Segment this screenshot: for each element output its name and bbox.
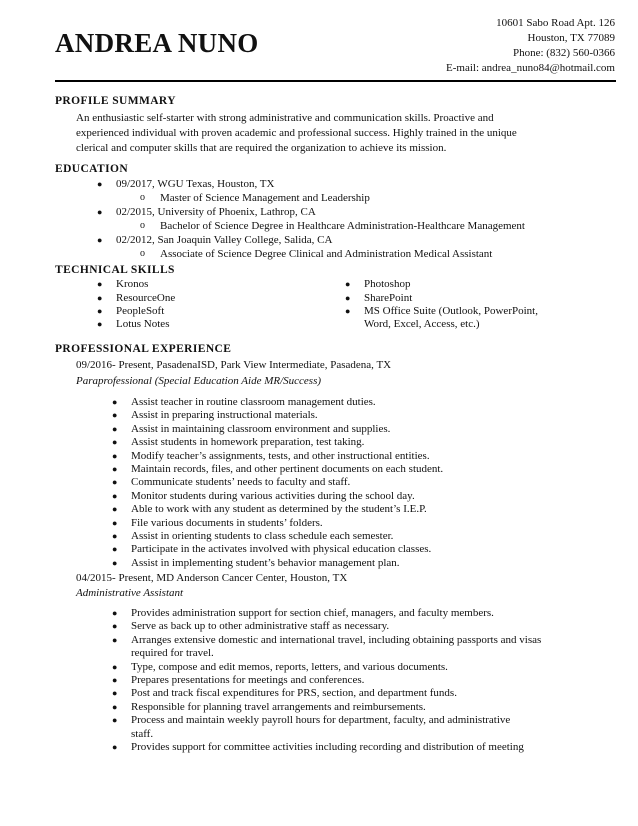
duty-item: ● Assist students in homework preparation, test taking. — [112, 436, 365, 449]
bullet-icon: ● — [112, 634, 118, 645]
duty-item: ● Post and track fiscal expenditures for PRS, section, and department funds. — [112, 687, 457, 700]
duty-item: ● Assist in implementing student’s behavior management plan. — [112, 556, 400, 569]
circle-bullet-icon: o — [140, 248, 145, 259]
duty-item: ● Assist in preparing instructional materials. — [112, 409, 318, 422]
duty-item: ● Communicate students’ needs to faculty and staff. — [112, 476, 351, 489]
bullet-icon: ● — [112, 557, 118, 568]
skill-item: ● Photoshop — [345, 278, 411, 290]
bullet-icon: ● — [112, 437, 118, 448]
bullet-icon: ● — [97, 306, 103, 316]
duty-item: ● Assist in maintaining classroom environment and supplies. — [112, 422, 391, 435]
education-heading: EDUCATION — [55, 163, 129, 175]
circle-bullet-icon: o — [140, 220, 145, 231]
duty-item: ● Prepares presentations for meetings and conferences. — [112, 674, 365, 686]
skill-item: ● Lotus Notes — [97, 318, 170, 330]
skill-item: ● SharePoint — [345, 292, 413, 304]
bullet-icon: ● — [97, 179, 103, 189]
job-title: Administrative Assistant — [76, 587, 184, 599]
duty-item: ● Process and maintain weekly payroll hours for department, faculty, and administrative — [112, 714, 511, 727]
job-line: 04/2015- Present, MD Anderson Cancer Center, Houston, TX — [76, 572, 348, 584]
bullet-icon: ● — [97, 207, 103, 217]
duty-item: ● Serve as back up to other administrative staff as necessary. — [112, 620, 390, 633]
bullet-icon: ● — [112, 715, 118, 726]
bullet-icon: ● — [112, 531, 118, 541]
applicant-name: ANDREA NUNO — [55, 28, 259, 58]
job-title: Paraprofessional (Special Education Aide MR/Success) — [76, 375, 322, 387]
bullet-icon: ● — [112, 701, 118, 712]
education-degree: o Associate of Science Degree Clinical and Administration Medical Assistant — [140, 248, 493, 260]
phone-line: Phone: (832) 560-0366 — [512, 47, 615, 59]
bullet-icon: ● — [112, 517, 118, 528]
bullet-icon: ● — [345, 279, 351, 289]
bullet-icon: ● — [112, 450, 118, 461]
duty-item: ● Able to work with any student as determined by the student’s I.E.P. — [112, 503, 427, 516]
bullet-icon: ● — [112, 621, 118, 632]
bullet-icon: ● — [112, 661, 118, 672]
header-divider — [55, 80, 616, 82]
bullet-icon: ● — [112, 675, 118, 685]
email-line: E-mail: andrea_nuno84@hotmail.com — [446, 62, 615, 74]
education-entry: ● 02/2015, University of Phoenix, Lathrop, CA — [97, 206, 316, 218]
bullet-icon: ● — [112, 688, 118, 699]
experience-heading: PROFESSIONAL EXPERIENCE — [55, 343, 232, 355]
skill-item: ● PeopleSoft — [97, 305, 165, 317]
education-entry: ● 09/2017, WGU Texas, Houston, TX — [97, 178, 275, 190]
duty-item: ● Responsible for planning travel arrangements and reimbursements. — [112, 700, 426, 713]
skill-item-continued: Word, Excel, Access, etc.) — [364, 318, 480, 330]
bullet-icon: ● — [112, 490, 118, 501]
bullet-icon: ● — [112, 423, 118, 434]
bullet-icon: ● — [112, 742, 118, 752]
bullet-icon: ● — [112, 464, 118, 474]
duty-item: ● Arranges extensive domestic and international travel, including obtaining passports and visas — [112, 633, 542, 646]
bullet-icon: ● — [97, 293, 103, 303]
duty-item: ● Provides administration support for section chief, managers, and faculty members. — [112, 607, 494, 619]
bullet-icon: ● — [97, 279, 103, 289]
contact-block — [446, 16, 615, 76]
duty-item: ● Type, compose and edit memos, reports, letters, and various documents. — [112, 660, 448, 673]
duty-item: ● Provides support for committee activities including recording and distribution of meeting — [112, 741, 524, 753]
circle-bullet-icon: o — [140, 192, 145, 203]
education-degree: o Bachelor of Science Degree in Healthcare Administration-Healthcare Management — [140, 220, 525, 232]
duty-item: staff. — [131, 727, 154, 740]
duty-item: ● Monitor students during various activities during the school day. — [112, 489, 415, 502]
profile-heading: PROFILE SUMMARY — [55, 95, 176, 107]
skill-item: ● MS Office Suite (Outlook, PowerPoint, — [345, 305, 538, 317]
duty-item: ● Maintain records, files, and other pertinent documents on each student. — [112, 463, 444, 475]
skills-heading: TECHNICAL SKILLS — [55, 264, 175, 276]
education-entry: ● 02/2012, San Joaquin Valley College, Salida, CA — [97, 234, 333, 246]
bullet-icon: ● — [112, 544, 118, 555]
duty-item: ● Assist in orienting students to class schedule each semester. — [112, 530, 394, 542]
bullet-icon: ● — [97, 319, 103, 329]
bullet-icon: ● — [345, 293, 351, 303]
duty-item: ● Modify teacher’s assignments, tests, and other instructional entities. — [112, 449, 430, 462]
skill-item: ● Kronos — [97, 278, 149, 290]
skill-item: ● ResourceOne — [97, 292, 176, 304]
bullet-icon: ● — [112, 410, 118, 421]
bullet-icon: ● — [112, 397, 118, 407]
address-line-1: 10601 Sabo Road Apt. 126 — [496, 17, 615, 29]
job-line: 09/2016- Present, PasadenaISD, Park View Intermediate, Pasadena, TX — [76, 359, 392, 371]
bullet-icon: ● — [112, 477, 118, 488]
duty-item: ● Assist teacher in routine classroom management duties. — [112, 396, 376, 408]
profile-text: An enthusiastic self-starter with strong administrative and communication skills. Proactive and experienced individual with proven academic and professional success. Highly trained in the unique clerical and computer skills that are required the organization to achieve its mission. — [76, 112, 517, 154]
bullet-icon: ● — [112, 608, 118, 618]
address-line-2: Houston, TX 77089 — [527, 32, 615, 44]
bullet-icon: ● — [345, 306, 351, 316]
bullet-icon: ● — [97, 235, 103, 245]
duty-item: ● File various documents in students’ folders. — [112, 516, 323, 529]
duty-item: required for travel. — [131, 647, 214, 660]
education-degree: o Master of Science Management and Leadership — [140, 192, 370, 204]
bullet-icon: ● — [112, 504, 118, 515]
duty-item: ● Participate in the activates involved with physical education classes. — [112, 543, 432, 556]
